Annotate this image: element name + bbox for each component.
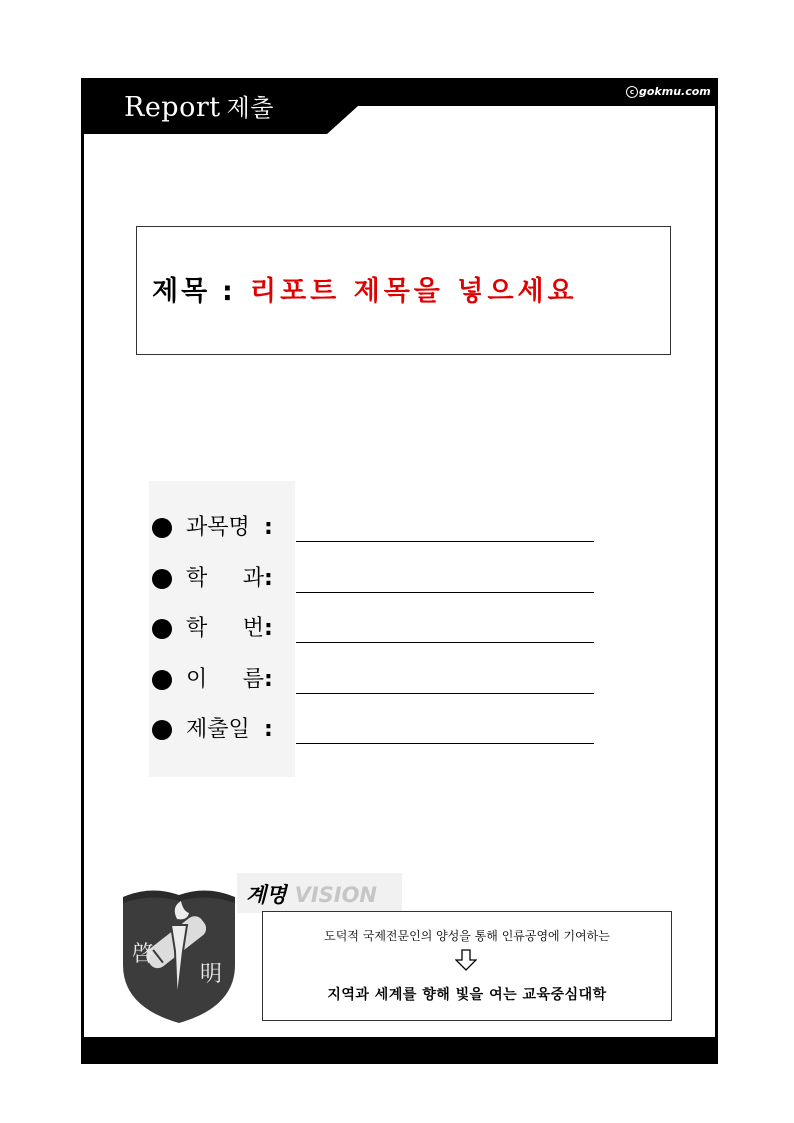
bullet-icon — [152, 670, 172, 690]
copyright-notice — [626, 84, 711, 100]
title-colon: : — [222, 276, 233, 307]
field-colon: : — [264, 566, 273, 591]
footer-band — [81, 1037, 718, 1064]
bullet-icon — [152, 720, 172, 740]
field-row-subject — [152, 511, 602, 545]
bullet-icon — [152, 518, 172, 538]
field-label: 이 름 — [186, 667, 264, 692]
copyright-text: gokmu.com — [639, 85, 711, 98]
field-colon: : — [264, 667, 273, 692]
field-input-line[interactable] — [296, 541, 594, 542]
field-row-submit-date — [152, 713, 602, 747]
header-title-english: Report — [124, 92, 221, 123]
title-value[interactable]: 리포트 제목을 넣으세요 — [250, 276, 578, 307]
arrow-down-icon — [455, 949, 477, 971]
field-input-line[interactable] — [296, 743, 594, 744]
header-title — [124, 88, 274, 128]
title-label: 제목 — [152, 276, 211, 307]
field-input-line[interactable] — [296, 642, 594, 643]
vision-heading — [246, 881, 377, 909]
vision-statement-2: 지역과 세계를 향해 빛을 여는 교육중심대학 — [327, 987, 607, 1003]
vision-statement-1: 도덕적 국제전문인의 양성을 통해 인류공영에 기여하는 — [324, 929, 610, 943]
field-row-department — [152, 562, 602, 596]
field-input-line[interactable] — [296, 592, 594, 593]
field-input-line[interactable] — [296, 693, 594, 694]
emblem-char-right: 明 — [199, 962, 223, 987]
field-label: 과목명 — [186, 515, 250, 540]
field-colon: : — [264, 616, 273, 641]
bullet-icon — [152, 569, 172, 589]
emblem-char-left: 啓 — [131, 942, 155, 967]
field-row-student-id — [152, 612, 602, 646]
field-row-name — [152, 663, 602, 697]
copyright-icon: c — [626, 86, 638, 98]
vision-heading-korean: 계명 — [246, 883, 287, 907]
vision-heading-english: VISION — [294, 883, 378, 907]
header-title-korean: 제출 — [226, 94, 274, 122]
field-label: 제출일 — [186, 717, 250, 742]
field-label: 학 과 — [186, 566, 264, 591]
field-colon: : — [264, 717, 273, 742]
field-colon: : — [264, 515, 273, 540]
field-label: 학 번 — [186, 616, 264, 641]
bullet-icon — [152, 619, 172, 639]
university-emblem-icon — [121, 885, 237, 1025]
